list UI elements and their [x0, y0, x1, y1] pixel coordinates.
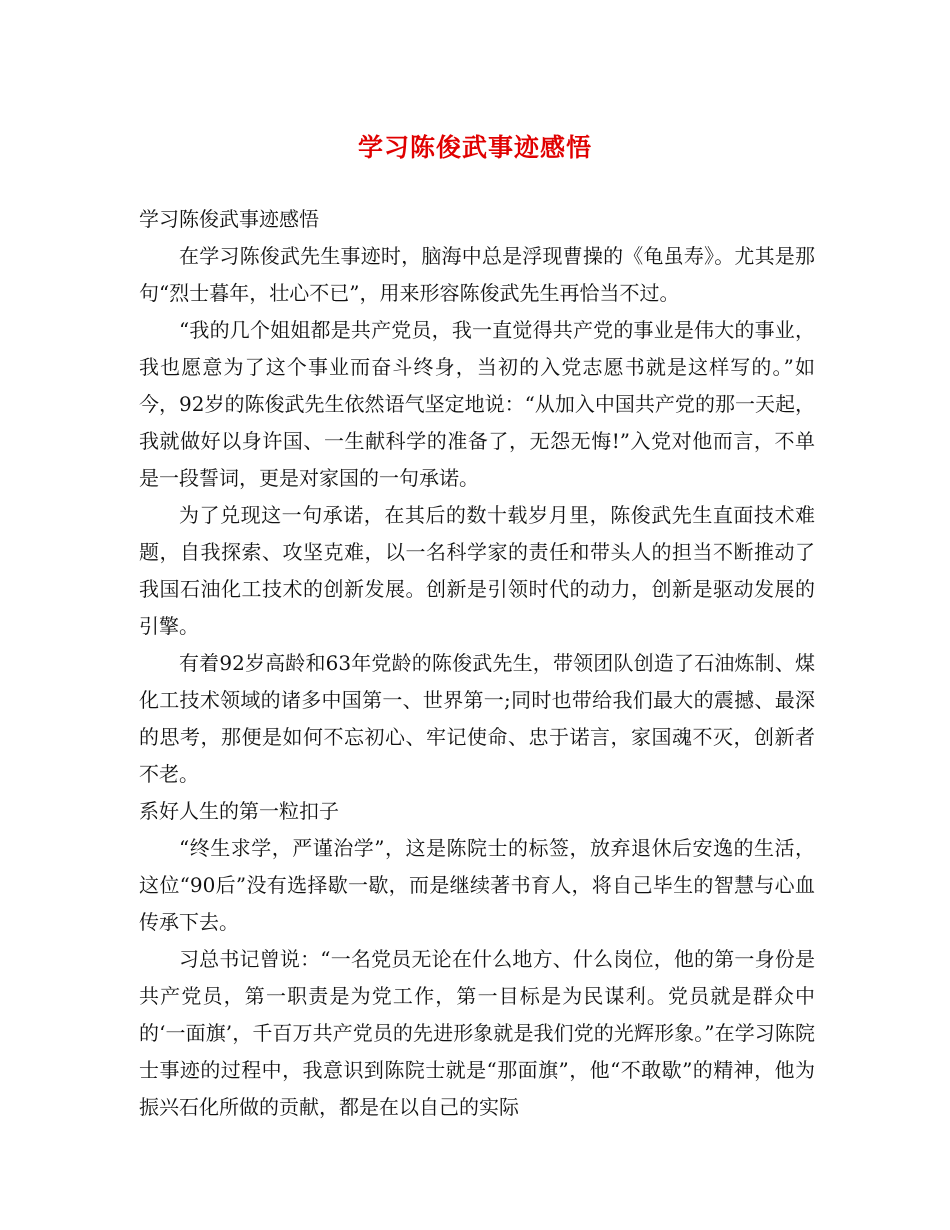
section-heading: 系好人生的第一粒扣子	[139, 799, 339, 823]
document-title: 学习陈俊武事迹感悟	[357, 133, 592, 162]
document-body	[139, 201, 815, 1126]
body-paragraph: 习总书记曾说：“一名党员无论在什么地方、什么岗位，他的第一身份是共产党员，第一职责是为党工作，第一目标是为民谋利。党员就是群众中的‘一面旗’，千百万共产党员的先进形象就是我们党的光辉形象。”在学习陈院士事迹的过程中，我意识到陈院士就是“那面旗”，他“不敢歇”的精神，他为振兴石化所做的贡献，都是在以自己的实际	[139, 947, 815, 1119]
body-paragraph: “我的几个姐姐都是共产党员，我一直觉得共产党的事业是伟大的事业，我也愿意为了这个事业而奋斗终身，当初的入党志愿书就是这样写的。”如今，92岁的陈俊武先生依然语气坚定地说：“从加入中国共产党的那一天起，我就做好以身许国、一生献科学的准备了，无怨无悔!”入党对他而言，不单是一段誓词，更是对家国的一句承诺。	[139, 318, 815, 490]
body-paragraph: “终生求学，严谨治学”，这是陈院士的标签，放弃退休后安逸的生活，这位“90后”没有选择歇一歇，而是继续著书育人，将自己毕生的智慧与心血传承下去。	[139, 836, 815, 934]
body-paragraph: 有着92岁高龄和63年党龄的陈俊武先生，带领团队创造了石油炼制、煤化工技术领域的诸多中国第一、世界第一;同时也带给我们最大的震撼、最深的思考，那便是如何不忘初心、牢记使命、忠于诺言，家国魂不灭，创新者不老。	[139, 651, 815, 786]
body-paragraph: 为了兑现这一句承诺，在其后的数十载岁月里，陈俊武先生直面技术难题，自我探索、攻坚克难，以一名科学家的责任和带头人的担当不断推动了我国石油化工技术的创新发展。创新是引领时代的动力，创新是驱动发展的引擎。	[139, 503, 815, 638]
body-paragraph: 在学习陈俊武先生事迹时，脑海中总是浮现曹操的《龟虽寿》。尤其是那句“烈士暮年，壮心不已”，用来形容陈俊武先生再恰当不过。	[139, 244, 815, 305]
section-heading: 学习陈俊武事迹感悟	[139, 207, 319, 231]
